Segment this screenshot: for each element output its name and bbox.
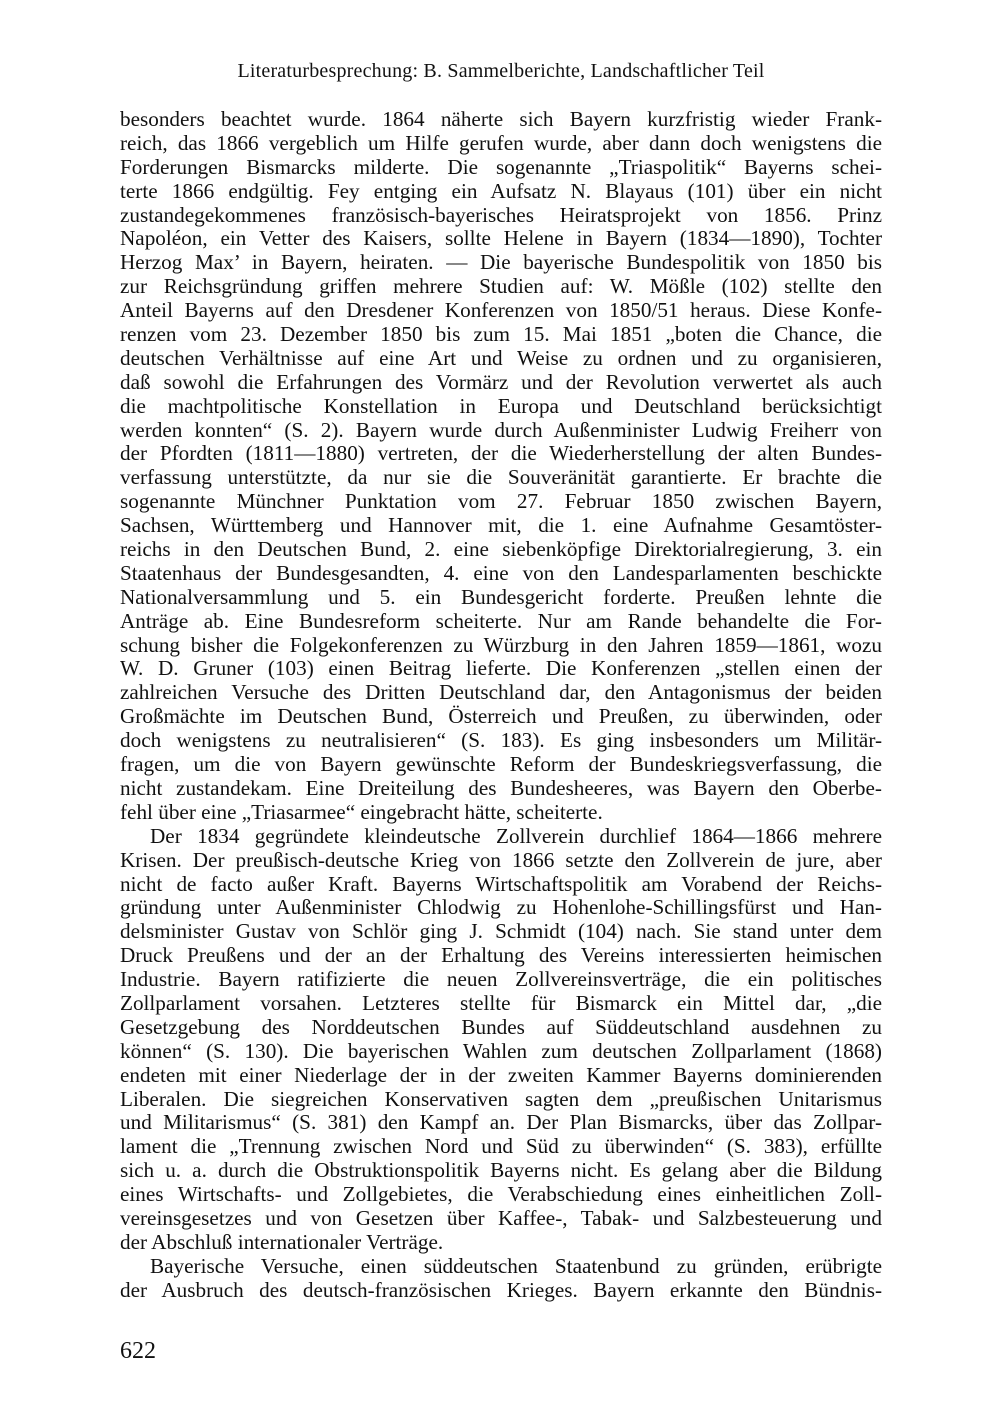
text-line: reichs in den Deutschen Bund, 2. eine siebenköpfige Direktorialregierung, 3. ein — [120, 537, 882, 562]
text-line: fragen, um die von Bayern gewünschte Reform der Bundeskriegsverfassung, die — [120, 752, 882, 777]
text-line: Sachsen, Württemberg und Hannover mit, die 1. eine Aufnahme Gesamtöster- — [120, 513, 882, 538]
text-line: zustandegekommenes französisch-bayerisches Heiratsprojekt von 1856. Prinz — [120, 202, 882, 227]
text-line: delsminister Gustav von Schlör ging J. Schmidt (104) nach. Sie stand unter dem — [120, 919, 882, 944]
text-line: Druck Preußens und der an der Erhaltung des Vereins interessierten heimischen — [120, 943, 882, 968]
text-line: endeten mit einer Niederlage der in der zweiten Kammer Bayerns dominierenden — [120, 1062, 882, 1087]
text-line: Nationalversammlung und 5. ein Bundesgericht forderte. Preußen lehnte die — [120, 584, 882, 609]
text-line: schung bisher die Folgekonferenzen zu Würzburg in den Jahren 1859—1861, wozu — [120, 632, 882, 657]
text-line: renzen vom 23. Dezember 1850 bis zum 15. Mai 1851 „boten die Chance, die — [120, 322, 882, 347]
text-line: und Militarismus“ (S. 381) den Kampf an. Der Plan Bismarcks, über das Zollpar- — [120, 1110, 882, 1135]
text-line: W. D. Gruner (103) einen Beitrag lieferte. Die Konferenzen „stellen einen der — [120, 656, 882, 681]
text-line: Gesetzgebung des Norddeutschen Bundes auf Süddeutschland ausdehnen zu — [120, 1014, 882, 1039]
text-line: der Pfordten (1811—1880) vertreten, der die Wiederherstellung der alten Bundes- — [120, 441, 882, 466]
paragraph — [120, 1255, 882, 1303]
text-line: können“ (S. 130). Die bayerischen Wahlen zum deutschen Zollparlament (1868) — [120, 1038, 882, 1063]
text-line: deutschen Verhältnisse auf eine Art und Weise zu ordnen und zu organisieren, — [120, 345, 882, 370]
text-line: die machtpolitische Konstellation in Europa und Deutschland berücksichtigt — [120, 393, 882, 418]
text-line: zur Reichsgründung griffen mehrere Studien auf: W. Mößle (102) stellte den — [120, 274, 882, 299]
text-line: Herzog Max’ in Bayern, heiraten. — Die bayerische Bundespolitik von 1850 bis — [120, 250, 882, 275]
text-line: der Ausbruch des deutsch-französischen Krieges. Bayern erkannte den Bündnis- — [120, 1277, 882, 1302]
text-line: Napoléon, ein Vetter des Kaisers, sollte Helene in Bayern (1834—1890), Tochter — [120, 226, 882, 251]
paragraph — [120, 825, 882, 1255]
text-line: daß sowohl die Erfahrungen des Vormärz und der Revolution verwertet als auch — [120, 369, 882, 394]
text-line: der Abschluß internationaler Verträge. — [120, 1229, 444, 1254]
text-line: sogenannte Münchner Punktation vom 27. Februar 1850 zwischen Bayern, — [120, 489, 882, 514]
text-line: reich, das 1866 vergeblich um Hilfe gerufen wurde, aber dann doch wenigstens die — [120, 130, 882, 155]
text-line: lament die „Trennung zwischen Nord und Süd zu überwinden“ (S. 383), erfüllte — [120, 1134, 882, 1159]
text-line: Anträge ab. Eine Bundesreform scheiterte. Nur am Rande behandelte die For- — [120, 608, 882, 633]
text-line: eines Wirtschafts- und Zollgebietes, die Verabschiedung eines einheitlichen Zoll- — [120, 1182, 882, 1207]
text-line: vereinsgesetzes und von Gesetzen über Kaffee-, Tabak- und Salzbesteuerung und — [120, 1205, 882, 1230]
text-line: zahlreichen Versuche des Dritten Deutschland dar, den Antagonismus der beiden — [120, 680, 882, 705]
running-head: Literaturbesprechung: B. Sammelberichte, Landschaftlicher Teil — [237, 60, 765, 82]
text-line: Industrie. Bayern ratifizierte die neuen Zollvereinsverträge, die ein politisches — [120, 967, 882, 992]
text-line: verfassung unterstützte, da nur sie die Souveränität garantierte. Er brachte die — [120, 465, 882, 490]
text-line: Liberalen. Die siegreichen Konservativen sagten dem „preußischen Unitarismus — [120, 1086, 882, 1111]
text-line: sich u. a. durch die Obstruktionspolitik Bayerns nicht. Es gelang aber die Bildung — [120, 1158, 882, 1183]
text-line: Großmächte im Deutschen Bund, Österreich und Preußen, zu überwinden, oder — [120, 704, 882, 729]
text-line: gründung unter Außenminister Chlodwig zu Hohenlohe-Schillingsfürst und Han- — [120, 895, 882, 920]
text-line: Krisen. Der preußisch-deutsche Krieg von 1866 setzte den Zollverein de jure, aber — [120, 847, 882, 872]
text-line: terte 1866 endgültig. Fey entging ein Aufsatz N. Blayaus (101) über ein nicht — [120, 178, 882, 203]
text-line: besonders beachtet wurde. 1864 näherte sich Bayern kurzfristig wieder Frank- — [120, 107, 882, 131]
body-text — [120, 108, 882, 1303]
text-line: Anteil Bayerns auf den Dresdener Konferenzen von 1850/51 heraus. Diese Konfe- — [120, 298, 882, 323]
text-line: Zollparlament vorsahen. Letzteres stellte für Bismarck ein Mittel dar, „die — [120, 990, 882, 1015]
text-line: Bayerische Versuche, einen süddeutschen Staatenbund zu gründen, erübrigte — [150, 1253, 882, 1278]
page-number: 622 — [120, 1338, 156, 1364]
paragraph — [120, 108, 882, 825]
text-line: werden konnten“ (S. 2). Bayern wurde durch Außenminister Ludwig Freiherr von — [120, 417, 882, 442]
text-line: doch wenigstens zu neutralisieren“ (S. 183). Es ging insbesonders um Militär- — [120, 728, 882, 753]
text-line: nicht zustandekam. Eine Dreiteilung des Bundesheeres, was Bayern den Oberbe- — [120, 775, 882, 800]
text-line: Forderungen Bismarcks milderte. Die sogenannte „Triaspolitik“ Bayerns schei- — [120, 154, 882, 179]
text-line: Der 1834 gegründete kleindeutsche Zollverein durchlief 1864—1866 mehrere — [150, 823, 882, 848]
text-line: fehl über eine „Triasarmee“ eingebracht hätte, scheiterte. — [120, 799, 603, 824]
text-line: Staatenhaus der Bundesgesandten, 4. eine von den Landesparlamenten beschickte — [120, 560, 882, 585]
text-line: nicht de facto außer Kraft. Bayerns Wirtschaftspolitik am Vorabend der Reichs- — [120, 871, 882, 896]
